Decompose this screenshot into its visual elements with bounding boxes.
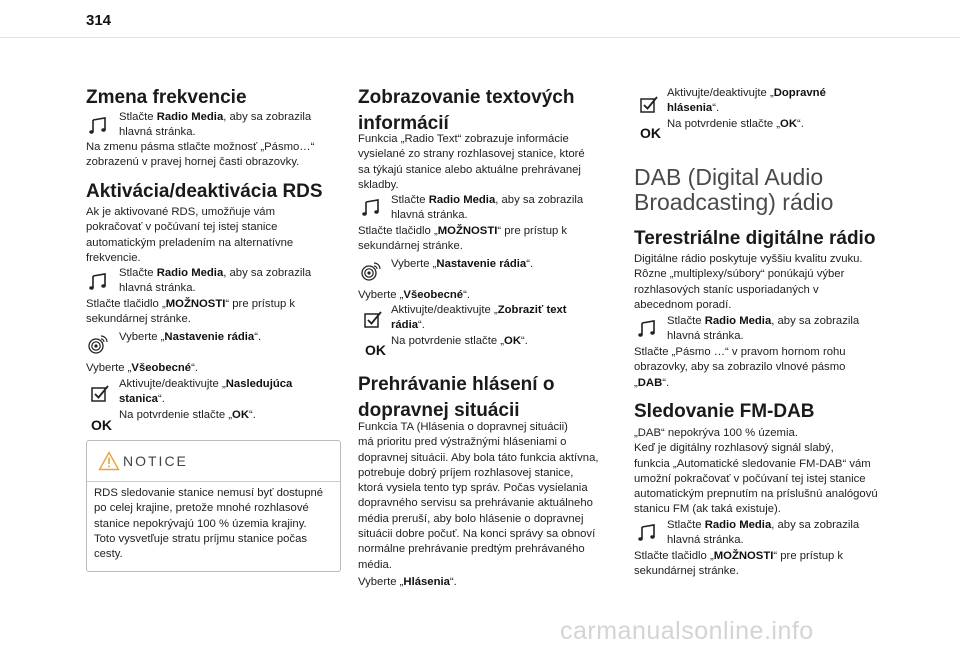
heading-dab: DAB (Digital Audio Broadcasting) rádio [634, 164, 834, 215]
ok-icon: OK [365, 342, 386, 358]
terrestrial-step-radio-media: Stlačte Radio Media, aby sa zobrazila hlavná stránka. [667, 315, 860, 343]
freq-step-radio-media: Stlačte Radio Media, aby sa zobrazila hlavná stránka. [119, 111, 312, 139]
heading-text-display: Zobrazovanie textových informácií [358, 87, 575, 134]
fm-dab-paragraph: „DAB“ nepokrýva 100 % územia. Keď je digitálny rozhlasový signál slabý, funkcia „Automatické sledovanie FM-DAB“ vám umožní pokračovať v počúvaní tej istej stanice automatickým prepnutím na príslušnú analógovú stanicu FM (ak taká existuje). [634, 427, 878, 516]
text-options-paragraph: Stlačte tlačidlo „MOŽNOSTI“ pre prístup k sekundárnej stránke. [358, 225, 568, 253]
header-divider [0, 37, 960, 38]
notice-title: NOTICE [123, 453, 188, 469]
notice-box [86, 440, 341, 572]
text-settings-step: Vyberte „Nastavenie rádia“. [391, 258, 534, 270]
ok-icon: OK [640, 125, 661, 141]
text-intro-paragraph: Funkcia „Radio Text“ zobrazuje informácie vysielané zo strany rozhlasovej stanice, ktoré sa týkajú stanice alebo aktuálne prehrávanej skladby. [358, 133, 585, 191]
text-step-radio-media: Stlačte Radio Media, aby sa zobrazila hlavná stránka. [391, 194, 584, 222]
text-confirm-step: Na potvrdenie stlačte „OK“. [391, 335, 528, 347]
rds-step-radio-media: Stlačte Radio Media, aby sa zobrazila hlavná stránka. [119, 267, 312, 295]
heading-terrestrial: Terestriálne digitálne rádio [634, 228, 876, 249]
text-general-step: Vyberte „Všeobecné“. [358, 289, 470, 301]
rds-options-paragraph: Stlačte tlačidlo „MOŽNOSTI“ pre prístup k sekundárnej stránke. [86, 298, 296, 326]
terrestrial-paragraph: Digitálne rádio poskytuje vyššiu kvalitu zvuku. Rôzne „multiplexy/súbory“ ponúkajú výber rozhlasových staníc usporiadaných v abecednom poradí. [634, 253, 863, 311]
heading-fm-dab: Sledovanie FM-DAB [634, 401, 815, 422]
notice-divider [87, 481, 340, 482]
terrestrial-band-paragraph: Stlačte „Pásmo …“ v pravom hornom rohu obrazovky, aby sa zobrazilo vlnové pásmo „DAB“. [634, 346, 846, 389]
freq-paragraph: Na zmenu pásma stlačte možnosť „Pásmo…“ zobrazenú v pravej hornej časti obrazovky. [86, 141, 315, 169]
traffic-confirm-step: Na potvrdenie stlačte „OK“. [667, 118, 804, 130]
traffic-toggle-step: Aktivujte/deaktivujte „Dopravné hlásenia“. [667, 87, 826, 115]
rds-paragraph: Ak je aktivované RDS, umožňuje vám pokračovať v počúvaní tej istej stanice automatickým preladením na alternatívne frekvencie. [86, 206, 294, 264]
heading-frequency-change: Zmena frekvencie [86, 87, 247, 108]
rds-settings-step: Vyberte „Nastavenie rádia“. [119, 331, 262, 343]
notice-text: RDS sledovanie stanice nemusí byť dostupné po celej krajine, pretože mnohé rozhlasové stanice nepokrývajú 100 % územia krajiny. Toto vysvetľuje stratu príjmu stanice počas cesty. [94, 487, 324, 561]
text-toggle-step: Aktivujte/deaktivujte „Zobraziť text rádia“. [391, 304, 567, 332]
rds-toggle-step: Aktivujte/deaktivujte „Nasledujúca stanica“. [119, 378, 293, 406]
warning-triangle-icon [98, 451, 120, 471]
ok-icon: OK [91, 417, 112, 433]
fm-dab-step-radio-media: Stlačte Radio Media, aby sa zobrazila hlavná stránka. [667, 519, 860, 547]
heading-rds: Aktivácia/deaktivácia RDS [86, 181, 323, 202]
fm-dab-options-paragraph: Stlačte tlačidlo „MOŽNOSTI“ pre prístup k sekundárnej stránke. [634, 550, 844, 578]
watermark: carmanualsonline.info [560, 617, 814, 645]
heading-traffic: Prehrávanie hlásení o dopravnej situácii [358, 374, 555, 421]
page-number: 314 [86, 12, 112, 29]
rds-confirm-step: Na potvrdenie stlačte „OK“. [119, 409, 256, 421]
traffic-select-step: Vyberte „Hlásenia“. [358, 576, 457, 588]
rds-general-step: Vyberte „Všeobecné“. [86, 362, 198, 374]
traffic-paragraph: Funkcia TA (Hlásenia o dopravnej situácii) má prioritu pred výstražnými hláseniami o dopravnej situácii. Aby bola táto funkcia aktívna, potrebuje dobrý príjem rozhlasovej stanice, ktorá vysiela tento typ správ. Počas vysielania dopravného servisu sa prehrávanie aktuálneho média preruší, aby bolo hlásenie o dopravnej situácii dobre počuť. Na konci správy sa obnoví normálne prehrávanie predtým prehrávaného média. [358, 421, 599, 571]
